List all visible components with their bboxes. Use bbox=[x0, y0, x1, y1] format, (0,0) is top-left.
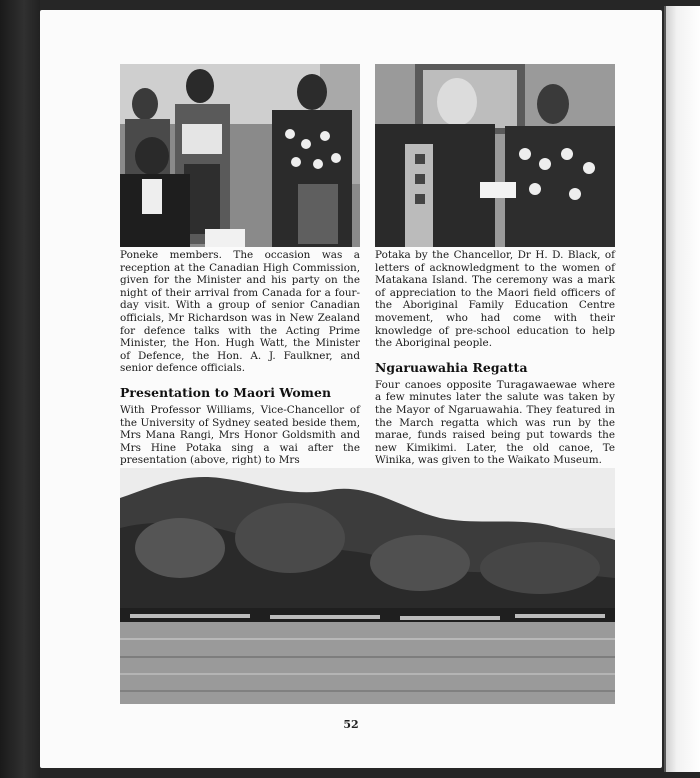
left-text-column bbox=[120, 249, 360, 467]
regatta-body-text: Four canoes opposite Turagawaewae where a few minutes later the salute was taken by the Mayor of Ngaruawahia. They featured in the March regatta which was run by the marae, funds raised being put towards the new Kimikimi. Later, the old canoe, Te Winika, was given to the Waikato Museum. bbox=[375, 378, 615, 467]
right-text-column bbox=[375, 249, 615, 467]
scan-background-left bbox=[0, 0, 40, 778]
photo-presentation bbox=[375, 64, 615, 247]
presentation-continuation-text: Potaka by the Chancellor, Dr H. D. Black, of letters of acknowledgment to the women of Matakana Island. The ceremony was a mark of appreciation to the Maori field officers of the Aboriginal Family Education Centre movement, who had come with their knowledge of pre-school education to help the Aboriginal people. bbox=[375, 249, 615, 350]
heading-presentation-maori-women: Presentation to Maori Women bbox=[120, 384, 332, 400]
magazine-page bbox=[40, 10, 662, 768]
presentation-body-text: With Professor Williams, Vice-Chancellor of the University of Sydney seated beside them, Mrs Mana Rangi, Mrs Honor Goldsmith and Mrs Hine Potaka sing a wai after the presentation (above, right) to Mrs bbox=[120, 403, 360, 467]
page-number: 52 bbox=[343, 718, 359, 731]
heading-ngaruawahia-regatta: Ngaruawahia Regatta bbox=[375, 359, 528, 375]
photo-reception-group bbox=[120, 64, 360, 247]
photo-canoes-river bbox=[120, 468, 615, 704]
facing-page-edge bbox=[664, 6, 700, 772]
caption-continuation-text: Poneke members. The occasion was a reception at the Canadian High Commission, given for the Minister and his party on the night of their arrival from Canada for a four-day visit. With a group of senior Canadian officials, Mr Richardson was in New Zealand for defence talks with the Acting Prime Minister, the Hon. Hugh Watt, the Minister of Defence, the Hon. A. J. Faulkner, and senior defence officials. bbox=[120, 249, 360, 375]
